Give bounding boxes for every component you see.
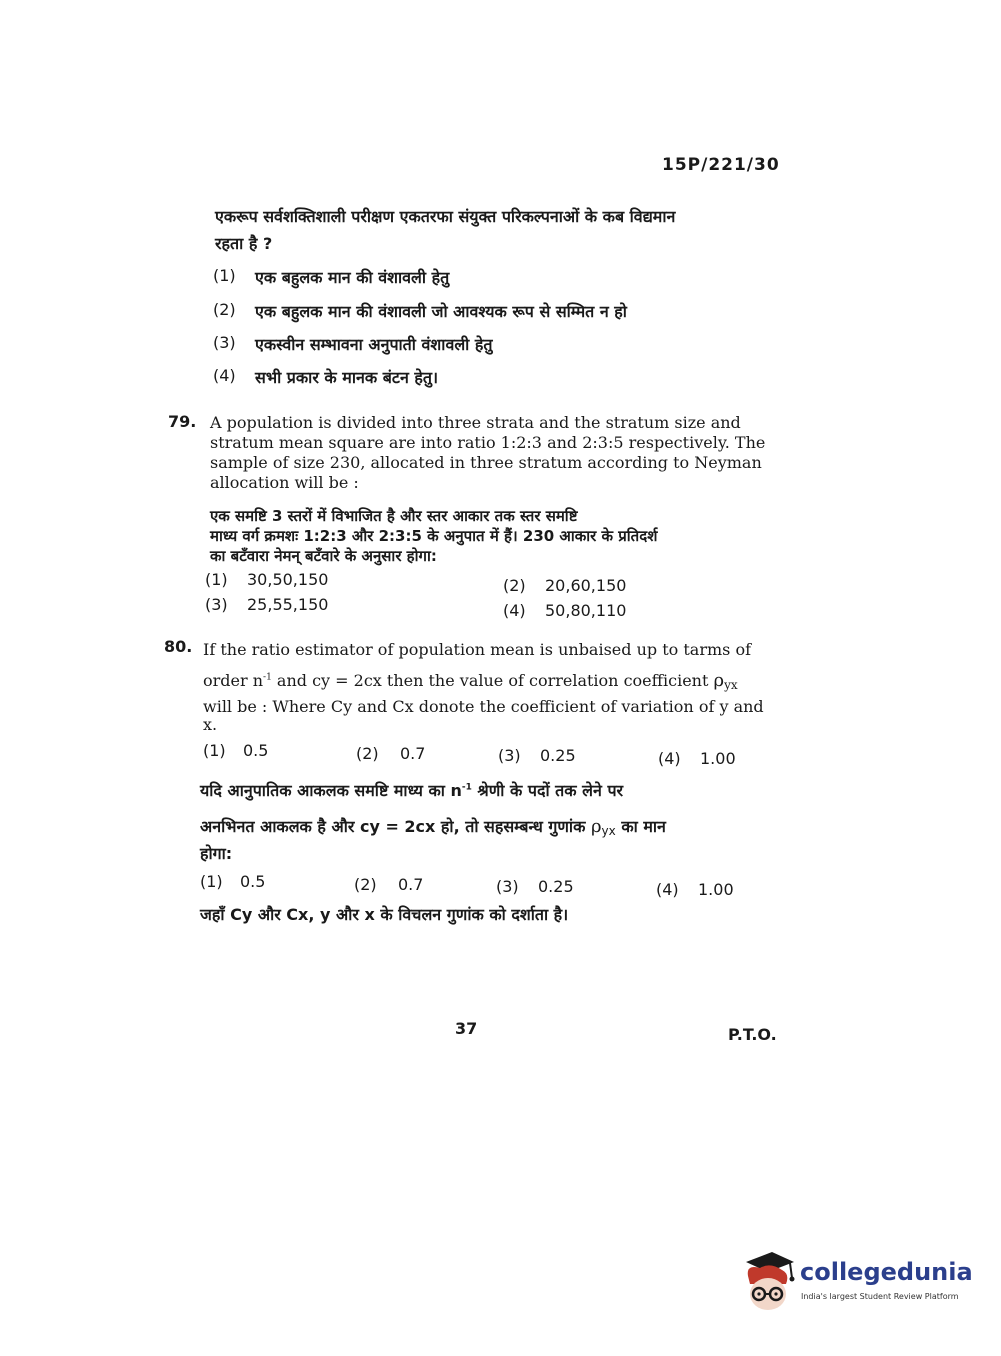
q78-option-4-num: (4) [213,366,236,385]
q78-text-line1: एकरूप सर्वशक्तिशाली परीक्षण एकतरफा संयुक्त परिकल्पनाओं के कब विद्यमान [215,207,676,226]
q79-hi-line2: माध्य वर्ग क्रमशः 1:2:3 और 2:3:5 के अनुपात में हैं। 230 आकार के प्रतिदर्श [210,527,658,545]
q80-en-line3: will be : Where Cy and Cx donote the coefficient of variation of y and [203,697,764,716]
q80-option-en-4-num: (4) [658,749,681,768]
pto-label: P.T.O. [728,1025,777,1044]
q80-hi-line2-a: अनभिनत आकलक है और cy = 2cx हो, तो सहसम्बन्ध गुणांक [200,817,586,836]
q80-option-en-2-num: (2) [356,744,379,763]
q80-option-hi-1-num: (1) [200,872,223,891]
q80-hi-line1 [200,779,623,801]
rho-subscript-hi: yx [601,824,616,838]
q79-option-3-num: (3) [205,595,228,614]
q80-option-en-1-num: (1) [203,741,226,760]
q79-en-line2: stratum mean square are into ratio 1:2:3 and 2:3:5 respectively. The [210,433,766,452]
q80-option-en-2-text: 0.7 [400,744,426,763]
q80-option-en-3-num: (3) [498,746,521,765]
q80-hi-line1-a: यदि आनुपातिक आकलक समष्टि माध्य का n [200,781,462,800]
q80-hi-line3: होगा: [200,844,233,863]
collegedunia-logo[interactable] [738,1248,978,1318]
rho-subscript: yx [724,678,738,692]
q78-text-line2: रहता है ? [215,234,273,253]
q80-en-line2-sup: -1 [263,672,272,683]
mascot-icon [738,1248,798,1318]
q80-en-line4: x. [203,715,218,734]
q80-option-hi-4-text: 1.00 [698,880,734,899]
page-number: 37 [455,1019,478,1038]
q80-en-line2-a: order n [203,671,264,690]
q79-hi-line3: का बटँवारा नेमन् बटँवारे के अनुसार होगा: [210,547,437,565]
q80-option-en-4-text: 1.00 [700,749,736,768]
rho-symbol: ρ [713,670,725,691]
q80-hi-line2 [200,815,666,838]
logo-brand: collegedunia [800,1258,973,1286]
q80-en-line2 [203,670,738,692]
q79-number: 79. [168,412,197,431]
q80-number: 80. [164,637,193,656]
q80-hi-line1-b: श्रेणी के पदों तक लेने पर [471,781,624,800]
q80-option-hi-3-text: 0.25 [538,877,574,896]
q79-en-line3: sample of size 230, allocated in three stratum according to Neyman [210,453,762,472]
q79-option-3-text: 25,55,150 [247,595,329,614]
q80-option-en-3-text: 0.25 [540,746,576,765]
paper-code: 15P/221/30 [662,155,780,175]
q79-en-line4: allocation will be : [210,473,359,492]
q78-option-3-num: (3) [213,333,236,352]
q79-option-1-text: 30,50,150 [247,570,329,589]
q80-option-hi-2-text: 0.7 [398,875,424,894]
q78-option-4-text: सभी प्रकार के मानक बंटन हेतु। [255,368,439,387]
q79-option-1-num: (1) [205,570,228,589]
q80-hi-line1-sup: -1 [461,782,472,793]
q79-option-4-num: (4) [503,601,526,620]
q80-option-hi-4-num: (4) [656,880,679,899]
q80-option-hi-3-num: (3) [496,877,519,896]
q80-option-hi-2-num: (2) [354,875,377,894]
logo-tagline: India's largest Student Review Platform [801,1292,959,1301]
q80-en-line1: If the ratio estimator of population mean is unbaised up to tarms of [203,640,752,659]
q79-option-2-num: (2) [503,576,526,595]
q80-hi-note: जहाँ Cy और Cx, y और x के विचलन गुणांक को दर्शाता है। [200,905,569,924]
q78-option-2-num: (2) [213,300,236,319]
q79-option-2-text: 20,60,150 [545,576,627,595]
q80-hi-line2-b: का मान [621,817,666,836]
q78-option-2-text: एक बहुलक मान की वंशावली जो आवश्यक रूप से सम्मित न हो [255,302,627,321]
q79-option-4-text: 50,80,110 [545,601,627,620]
q78-option-1-text: एक बहुलक मान की वंशावली हेतु [255,268,450,287]
q80-option-en-1-text: 0.5 [243,741,269,760]
q79-hi-line1: एक समष्टि 3 स्तरों में विभाजित है और स्तर आकार तक स्तर समष्टि [210,507,578,525]
q80-option-hi-1-text: 0.5 [240,872,266,891]
q78-option-1-num: (1) [213,266,236,285]
q78-option-3-text: एकस्वीन सम्भावना अनुपाती वंशावली हेतु [255,335,493,354]
q80-en-line2-b: and cy = 2cx then the value of correlation coefficient [271,671,709,690]
rho-symbol-hi: ρ [590,816,602,837]
q79-en-line1: A population is divided into three strata and the stratum size and [210,413,741,432]
